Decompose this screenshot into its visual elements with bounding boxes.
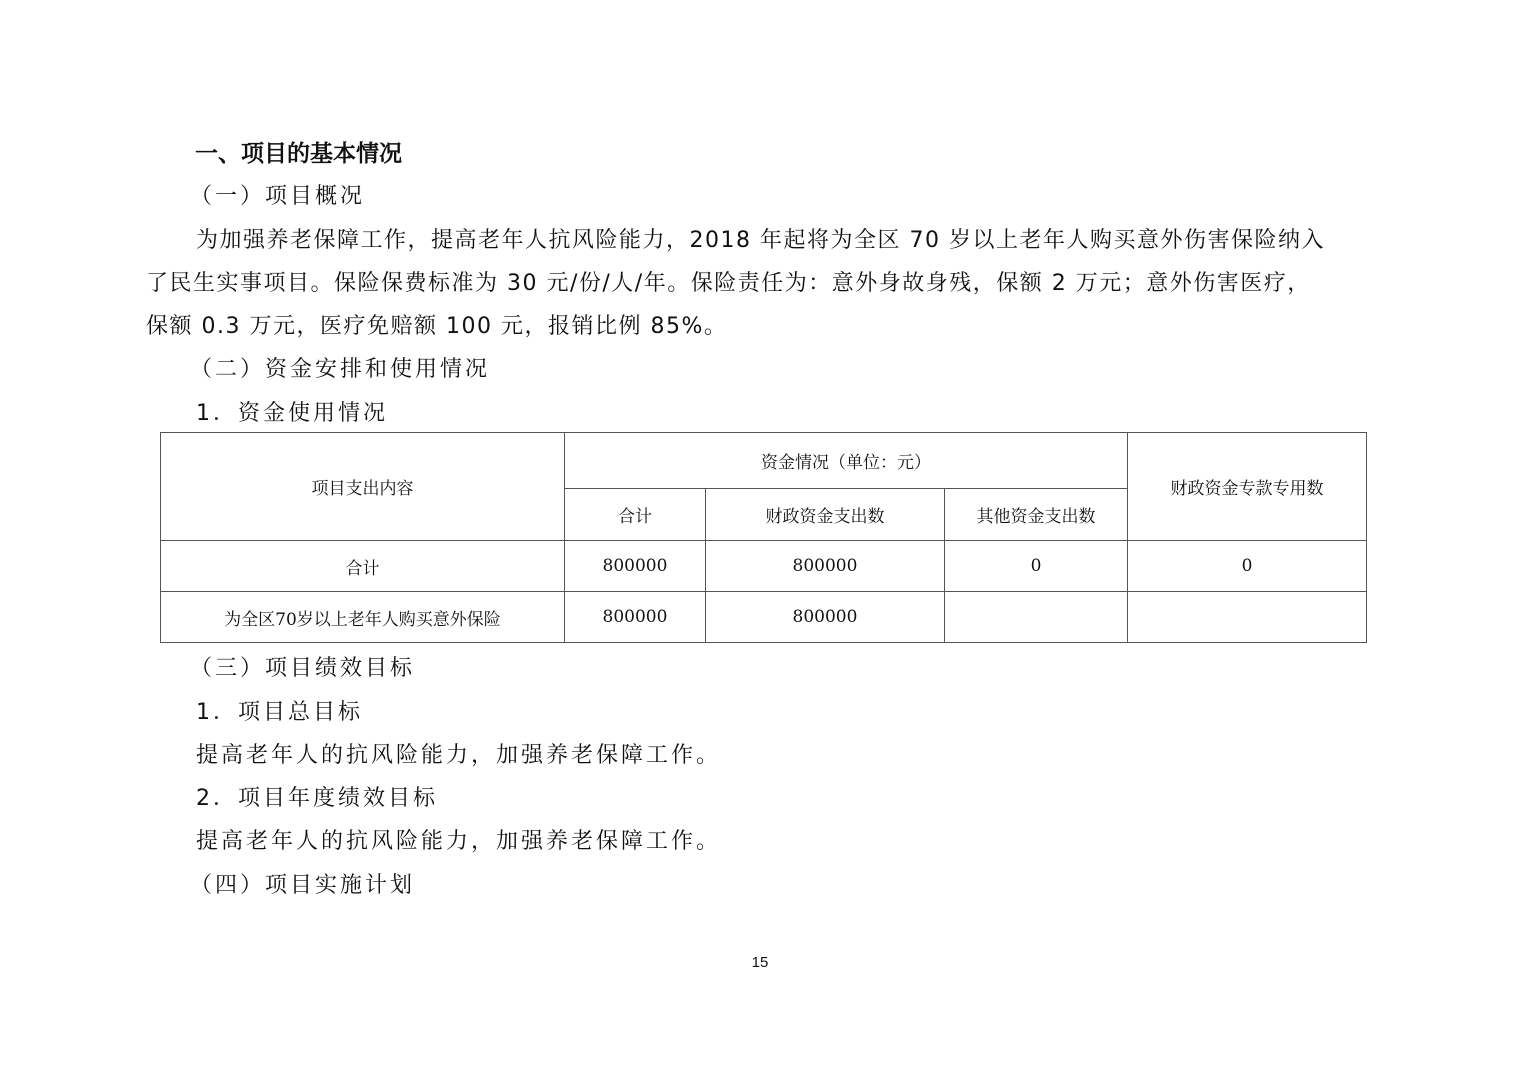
header-other: 其他资金支出数 xyxy=(945,489,1128,541)
cell-total: 800000 xyxy=(565,592,706,643)
table-row xyxy=(161,592,1367,643)
cell-fiscal: 800000 xyxy=(706,541,945,592)
table-header-row xyxy=(161,433,1367,489)
subsection-overview: （一）项目概况 xyxy=(190,184,366,209)
header-fiscal: 财政资金支出数 xyxy=(706,489,945,541)
fund-usage-table xyxy=(160,432,1367,643)
paragraph-line-1: 为加强养老保障工作，提高老年人抗风险能力，2018 年起将为全区 70 岁以上老年人购买意外伤害保险纳入 xyxy=(196,228,1325,253)
paragraph-line-2: 了民生实事项目。保险保费标准为 30 元/份/人/年。保险责任为：意外身故身残，保额 2 万元；意外伤害医疗， xyxy=(146,271,1311,296)
item-annual-goal: 2．项目年度绩效目标 xyxy=(196,786,438,811)
table-row xyxy=(161,541,1367,592)
cell-other: 0 xyxy=(945,541,1128,592)
cell-content: 合计 xyxy=(161,541,565,592)
header-total: 合计 xyxy=(565,489,706,541)
header-content: 项目支出内容 xyxy=(161,433,565,541)
header-special: 财政资金专款专用数 xyxy=(1128,433,1367,541)
cell-other xyxy=(945,592,1128,643)
item-overall-goal: 1．项目总目标 xyxy=(196,700,363,725)
subsection-goals: （三）项目绩效目标 xyxy=(190,656,416,681)
page-number: 15 xyxy=(751,954,769,971)
subsection-funds: （二）资金安排和使用情况 xyxy=(190,357,491,382)
cell-special: 0 xyxy=(1128,541,1367,592)
cell-content: 为全区70岁以上老年人购买意外保险 xyxy=(161,592,565,643)
subsection-plan: （四）项目实施计划 xyxy=(190,873,416,898)
annual-goal-text: 提高老年人的抗风险能力，加强养老保障工作。 xyxy=(196,829,722,854)
cell-fiscal: 800000 xyxy=(706,592,945,643)
cell-total: 800000 xyxy=(565,541,706,592)
section-heading: 一、项目的基本情况 xyxy=(195,141,402,167)
cell-special xyxy=(1128,592,1367,643)
overall-goal-text: 提高老年人的抗风险能力，加强养老保障工作。 xyxy=(196,743,722,768)
item-fund-usage: 1．资金使用情况 xyxy=(196,401,388,426)
header-fund-group: 资金情况（单位：元） xyxy=(565,433,1128,489)
paragraph-line-3: 保额 0.3 万元，医疗免赔额 100 元，报销比例 85%。 xyxy=(146,314,728,339)
